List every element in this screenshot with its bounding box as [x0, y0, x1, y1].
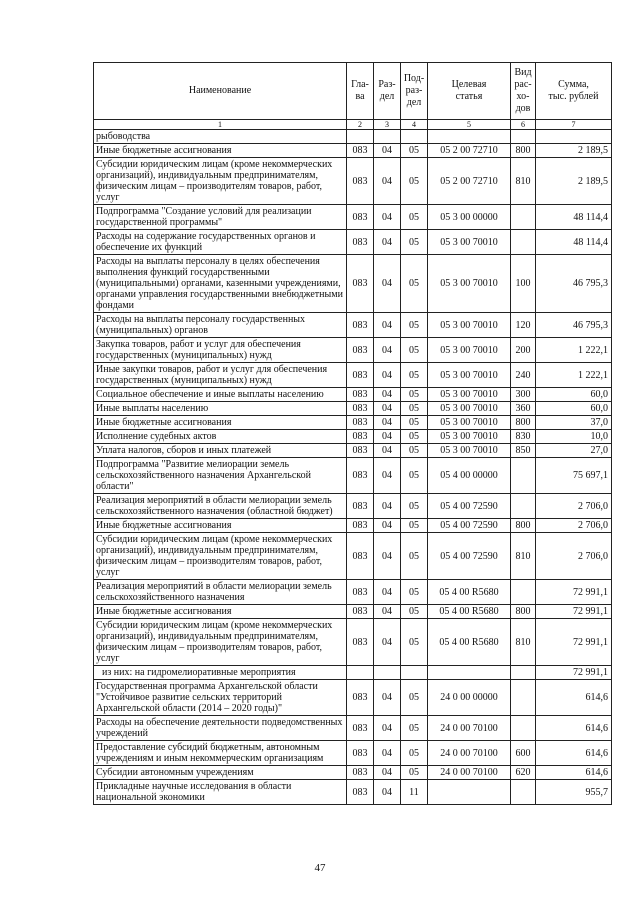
row-vid: 800: [511, 519, 536, 533]
row-glava: 083: [347, 363, 374, 388]
row-target: 24 0 00 70100: [428, 716, 511, 741]
row-glava: 083: [347, 766, 374, 780]
row-glava: 083: [347, 780, 374, 805]
row-vid: 100: [511, 255, 536, 313]
row-podrazdel: 05: [401, 158, 428, 205]
row-podrazdel: 05: [401, 205, 428, 230]
row-sum: 75 697,1: [536, 458, 612, 494]
table-row: [94, 444, 612, 458]
col-header-vid: Вид рас- хо- дов: [511, 63, 536, 120]
row-podrazdel: 05: [401, 230, 428, 255]
col-header-glava: Гла- ва: [347, 63, 374, 120]
row-target: 05 3 00 70010: [428, 313, 511, 338]
row-name: из них: на гидромелиоративные мероприятия: [94, 666, 347, 680]
row-glava: 083: [347, 444, 374, 458]
row-vid: [511, 680, 536, 716]
column-number: 2: [347, 120, 374, 130]
row-target: 24 0 00 00000: [428, 680, 511, 716]
row-vid: 810: [511, 619, 536, 666]
row-glava: 083: [347, 313, 374, 338]
row-vid: 830: [511, 430, 536, 444]
row-vid: 360: [511, 402, 536, 416]
table-row: [94, 205, 612, 230]
row-razdel: 04: [374, 716, 401, 741]
row-name: Иные бюджетные ассигнования: [94, 519, 347, 533]
col-header-target: Целевая статья: [428, 63, 511, 120]
row-name: рыбоводства: [94, 130, 347, 144]
table-row: [94, 313, 612, 338]
row-sum: 2 706,0: [536, 533, 612, 580]
row-razdel: 04: [374, 230, 401, 255]
row-podrazdel: 05: [401, 255, 428, 313]
row-glava: 083: [347, 619, 374, 666]
row-podrazdel: 05: [401, 313, 428, 338]
row-podrazdel: 05: [401, 741, 428, 766]
row-name: Иные бюджетные ассигнования: [94, 605, 347, 619]
row-sum: 27,0: [536, 444, 612, 458]
row-sum: 1 222,1: [536, 363, 612, 388]
row-name: Иные бюджетные ассигнования: [94, 144, 347, 158]
row-vid: 810: [511, 533, 536, 580]
row-name: Расходы на содержание государственных органов и обеспечение их функций: [94, 230, 347, 255]
row-glava: 083: [347, 416, 374, 430]
row-sum: 614,6: [536, 741, 612, 766]
row-vid: 800: [511, 605, 536, 619]
row-name: Иные выплаты населению: [94, 402, 347, 416]
row-name: Субсидии юридическим лицам (кроме некоммерческих организаций), индивидуальным предпринимателям, физическим лицам – производителям товаров, работ, услуг: [94, 619, 347, 666]
row-sum: 2 706,0: [536, 519, 612, 533]
row-razdel: 04: [374, 580, 401, 605]
row-sum: 37,0: [536, 416, 612, 430]
row-target: 05 4 00 72590: [428, 533, 511, 580]
row-sum: 2 189,5: [536, 158, 612, 205]
row-podrazdel: 05: [401, 533, 428, 580]
column-number: 3: [374, 120, 401, 130]
row-razdel: 04: [374, 430, 401, 444]
row-sum: 955,7: [536, 780, 612, 805]
table-row: [94, 680, 612, 716]
row-target: 05 3 00 00000: [428, 205, 511, 230]
page-number: 47: [314, 862, 326, 874]
row-glava: [347, 666, 374, 680]
table-row: [94, 388, 612, 402]
row-vid: 850: [511, 444, 536, 458]
row-razdel: 04: [374, 144, 401, 158]
table-header-row: [94, 63, 612, 120]
row-vid: 800: [511, 416, 536, 430]
column-number: 6: [511, 120, 536, 130]
row-podrazdel: 05: [401, 444, 428, 458]
row-razdel: 04: [374, 402, 401, 416]
row-name: Иные закупки товаров, работ и услуг для обеспечения государственных (муниципальных) нужд: [94, 363, 347, 388]
row-glava: 083: [347, 741, 374, 766]
row-podrazdel: 05: [401, 430, 428, 444]
row-podrazdel: 11: [401, 780, 428, 805]
col-header-sum: Сумма, тыс. рублей: [536, 63, 612, 120]
row-podrazdel: 05: [401, 519, 428, 533]
row-razdel: 04: [374, 780, 401, 805]
row-target: 05 3 00 70010: [428, 338, 511, 363]
row-razdel: 04: [374, 533, 401, 580]
row-target: 05 4 00 72590: [428, 519, 511, 533]
row-name: Расходы на выплаты персоналу в целях обеспечения выполнения функций государственными (муниципальными) органами, казенными учреждениями, органами управления государственными внебюджетными фондами: [94, 255, 347, 313]
row-sum: 72 991,1: [536, 580, 612, 605]
table-row: [94, 255, 612, 313]
table-row: [94, 780, 612, 805]
row-target: 05 3 00 70010: [428, 388, 511, 402]
row-razdel: 04: [374, 255, 401, 313]
row-razdel: 04: [374, 363, 401, 388]
row-podrazdel: 05: [401, 338, 428, 363]
row-podrazdel: 05: [401, 619, 428, 666]
row-target: 05 3 00 70010: [428, 230, 511, 255]
row-glava: [347, 130, 374, 144]
row-vid: 800: [511, 144, 536, 158]
row-target: 05 3 00 70010: [428, 416, 511, 430]
row-podrazdel: 05: [401, 605, 428, 619]
row-name: Закупка товаров, работ и услуг для обеспечения государственных (муниципальных) нужд: [94, 338, 347, 363]
table-body: [94, 130, 612, 805]
row-target: 05 4 00 R5680: [428, 580, 511, 605]
row-sum: 614,6: [536, 716, 612, 741]
table-row: [94, 338, 612, 363]
row-name: Предоставление субсидий бюджетным, автономным учреждениям и иным некоммерческим организациям: [94, 741, 347, 766]
col-header-razdel: Раз- дел: [374, 63, 401, 120]
row-razdel: 04: [374, 388, 401, 402]
row-glava: 083: [347, 494, 374, 519]
row-name: Реализация мероприятий в области мелиорации земель сельскохозяйственного назначения: [94, 580, 347, 605]
row-target: [428, 666, 511, 680]
column-number: 7: [536, 120, 612, 130]
row-target: 05 3 00 70010: [428, 255, 511, 313]
row-razdel: 04: [374, 519, 401, 533]
row-glava: 083: [347, 144, 374, 158]
row-vid: 120: [511, 313, 536, 338]
row-glava: 083: [347, 205, 374, 230]
row-sum: [536, 130, 612, 144]
row-podrazdel: 05: [401, 458, 428, 494]
row-target: 05 3 00 70010: [428, 363, 511, 388]
row-sum: 48 114,4: [536, 230, 612, 255]
col-header-podrazdel: Под- раз- дел: [401, 63, 428, 120]
row-target: 05 4 00 72590: [428, 494, 511, 519]
row-razdel: 04: [374, 458, 401, 494]
row-podrazdel: [401, 666, 428, 680]
row-target: 05 4 00 R5680: [428, 605, 511, 619]
row-name: Субсидии автономным учреждениям: [94, 766, 347, 780]
row-target: 24 0 00 70100: [428, 766, 511, 780]
row-sum: 60,0: [536, 388, 612, 402]
table-row: [94, 766, 612, 780]
table-row: [94, 741, 612, 766]
row-vid: [511, 666, 536, 680]
row-podrazdel: [401, 130, 428, 144]
table-row: [94, 605, 612, 619]
row-razdel: 04: [374, 766, 401, 780]
col-header-name: Наименование: [94, 63, 347, 120]
row-sum: 60,0: [536, 402, 612, 416]
row-razdel: 04: [374, 338, 401, 363]
table-row: [94, 430, 612, 444]
row-vid: [511, 494, 536, 519]
row-name: Иные бюджетные ассигнования: [94, 416, 347, 430]
row-target: [428, 780, 511, 805]
row-sum: 48 114,4: [536, 205, 612, 230]
row-razdel: 04: [374, 158, 401, 205]
row-target: 05 3 00 70010: [428, 402, 511, 416]
row-sum: 2 706,0: [536, 494, 612, 519]
table-row: [94, 158, 612, 205]
row-vid: 620: [511, 766, 536, 780]
row-name: Субсидии юридическим лицам (кроме некоммерческих организаций), индивидуальным предпринимателям, физическим лицам – производителям товаров, работ, услуг: [94, 158, 347, 205]
row-razdel: 04: [374, 416, 401, 430]
row-vid: [511, 580, 536, 605]
table-row: [94, 619, 612, 666]
row-glava: 083: [347, 402, 374, 416]
row-glava: 083: [347, 519, 374, 533]
row-name: Субсидии юридическим лицам (кроме некоммерческих организаций), индивидуальным предпринимателям, физическим лицам – производителям товаров, работ, услуг: [94, 533, 347, 580]
column-number: 4: [401, 120, 428, 130]
row-vid: [511, 458, 536, 494]
row-vid: 300: [511, 388, 536, 402]
row-razdel: 04: [374, 741, 401, 766]
row-glava: 083: [347, 255, 374, 313]
row-glava: 083: [347, 680, 374, 716]
table-row: [94, 519, 612, 533]
row-name: Исполнение судебных актов: [94, 430, 347, 444]
row-podrazdel: 05: [401, 363, 428, 388]
row-name: Прикладные научные исследования в области национальной экономики: [94, 780, 347, 805]
row-vid: [511, 130, 536, 144]
row-sum: 72 991,1: [536, 605, 612, 619]
row-razdel: 04: [374, 205, 401, 230]
row-sum: 46 795,3: [536, 255, 612, 313]
row-name: Подпрограмма "Развитие мелиорации земель сельскохозяйственного назначения Архангельской области": [94, 458, 347, 494]
row-razdel: 04: [374, 619, 401, 666]
row-glava: 083: [347, 458, 374, 494]
row-glava: 083: [347, 430, 374, 444]
row-target: 24 0 00 70100: [428, 741, 511, 766]
row-glava: 083: [347, 338, 374, 363]
row-razdel: [374, 666, 401, 680]
row-name: Социальное обеспечение и иные выплаты населению: [94, 388, 347, 402]
row-razdel: 04: [374, 494, 401, 519]
row-name: Государственная программа Архангельской области "Устойчивое развитие сельских территорий Архангельской области (2014 – 2020 годы)": [94, 680, 347, 716]
row-razdel: [374, 130, 401, 144]
row-glava: 083: [347, 388, 374, 402]
row-target: 05 2 00 72710: [428, 158, 511, 205]
table-row: [94, 144, 612, 158]
row-sum: 614,6: [536, 766, 612, 780]
row-vid: 600: [511, 741, 536, 766]
table-row: [94, 363, 612, 388]
table-row: [94, 402, 612, 416]
row-glava: 083: [347, 230, 374, 255]
row-sum: 72 991,1: [536, 619, 612, 666]
row-razdel: 04: [374, 444, 401, 458]
row-vid: [511, 230, 536, 255]
column-number: 5: [428, 120, 511, 130]
row-vid: 240: [511, 363, 536, 388]
row-podrazdel: 05: [401, 766, 428, 780]
table-row: [94, 716, 612, 741]
row-sum: 2 189,5: [536, 144, 612, 158]
row-razdel: 04: [374, 313, 401, 338]
row-podrazdel: 05: [401, 144, 428, 158]
row-sum: 1 222,1: [536, 338, 612, 363]
row-glava: 083: [347, 533, 374, 580]
row-name: Реализация мероприятий в области мелиорации земель сельскохозяйственного назначения (областной бюджет): [94, 494, 347, 519]
row-sum: 10,0: [536, 430, 612, 444]
row-name: Расходы на выплаты персоналу государственных (муниципальных) органов: [94, 313, 347, 338]
table-row: [94, 494, 612, 519]
row-sum: 46 795,3: [536, 313, 612, 338]
table-row: [94, 533, 612, 580]
row-podrazdel: 05: [401, 580, 428, 605]
row-vid: 810: [511, 158, 536, 205]
row-target: 05 4 00 00000: [428, 458, 511, 494]
row-target: 05 4 00 R5680: [428, 619, 511, 666]
row-podrazdel: 05: [401, 388, 428, 402]
row-name: Подпрограмма "Создание условий для реализации государственной программы": [94, 205, 347, 230]
row-podrazdel: 05: [401, 716, 428, 741]
table-row: [94, 416, 612, 430]
row-podrazdel: 05: [401, 680, 428, 716]
table-row: [94, 666, 612, 680]
row-target: 05 3 00 70010: [428, 444, 511, 458]
row-glava: 083: [347, 158, 374, 205]
row-name: Расходы на обеспечение деятельности подведомственных учреждений: [94, 716, 347, 741]
row-target: 05 2 00 72710: [428, 144, 511, 158]
row-podrazdel: 05: [401, 494, 428, 519]
row-vid: [511, 780, 536, 805]
row-glava: 083: [347, 716, 374, 741]
row-razdel: 04: [374, 605, 401, 619]
row-podrazdel: 05: [401, 402, 428, 416]
budget-table: [93, 62, 612, 805]
row-sum: 72 991,1: [536, 666, 612, 680]
row-vid: [511, 716, 536, 741]
table-row: [94, 230, 612, 255]
row-razdel: 04: [374, 680, 401, 716]
row-glava: 083: [347, 580, 374, 605]
table-row: [94, 580, 612, 605]
row-name: Уплата налогов, сборов и иных платежей: [94, 444, 347, 458]
column-number: 1: [94, 120, 347, 130]
row-glava: 083: [347, 605, 374, 619]
row-vid: [511, 205, 536, 230]
table-row: [94, 458, 612, 494]
row-sum: 614,6: [536, 680, 612, 716]
table-row: [94, 130, 612, 144]
row-target: [428, 130, 511, 144]
row-vid: 200: [511, 338, 536, 363]
column-number-row: [94, 120, 612, 130]
row-podrazdel: 05: [401, 416, 428, 430]
row-target: 05 3 00 70010: [428, 430, 511, 444]
